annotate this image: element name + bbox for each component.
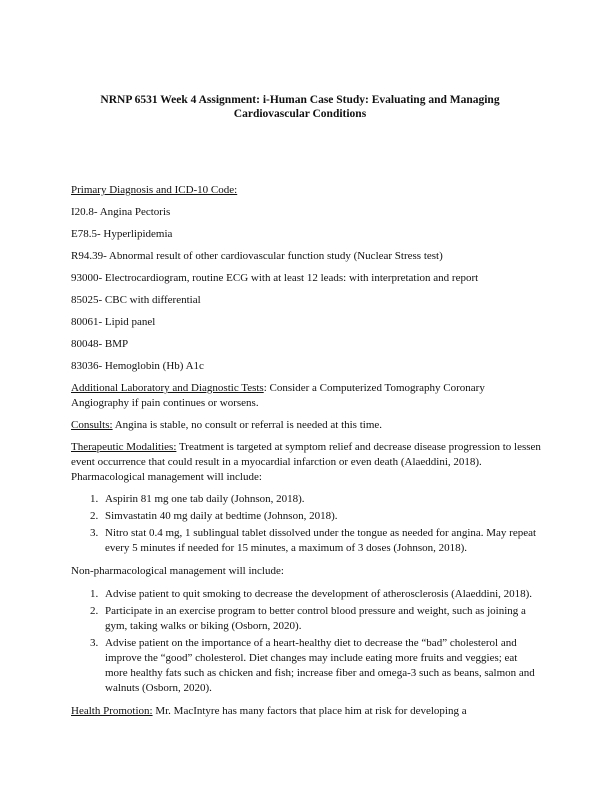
diagnosis-code: 80061- Lipid panel: [71, 316, 156, 328]
therapeutic-heading: Therapeutic Modalities:: [71, 441, 177, 453]
list-item: 3. Advise patient on the importance of a heart-healthy diet to decrease the “bad” cholesterol and improve the “good” cholesterol. Diet changes may include eating more fruits and veggies; eat more healthy fats such as chicken and fish; increase fiber and omega-3 such as beans, salmon and walnuts (Osborn, 2020).: [101, 636, 541, 696]
diagnosis-code: 93000- Electrocardiogram, routine ECG with at least 12 leads: with interpretation and report: [71, 272, 479, 284]
document-title: [60, 93, 540, 121]
consults-text: Angina is stable, no consult or referral is needed at this time.: [112, 419, 383, 431]
diagnosis-heading: Primary Diagnosis and ICD-10 Code:: [71, 184, 238, 196]
additional-tests-text: : Consider a Computerized Tomography Coronary Angiography if pain continues or worsens.: [71, 382, 485, 409]
non-pharm-intro: Non-pharmacological management will include:: [71, 565, 284, 577]
non-pharmacological-list: [71, 587, 541, 696]
diagnosis-code: 80048- BMP: [71, 338, 129, 350]
list-item: 3. Nitro stat 0.4 mg, 1 sublingual tablet dissolved under the tongue as needed for angina. May repeat every 5 minutes if needed for 15 minutes, a maximum of 3 doses (Johnson, 2018).: [101, 526, 541, 556]
diagnosis-code: 85025- CBC with differential: [71, 294, 201, 306]
consults-paragraph: [71, 418, 541, 433]
diagnosis-code: R94.39- Abnormal result of other cardiovascular function study (Nuclear Stress test): [71, 250, 443, 262]
diagnosis-code: E78.5- Hyperlipidemia: [71, 228, 173, 240]
title-line-2: Cardiovascular Conditions: [233, 108, 367, 120]
diagnosis-code: I20.8- Angina Pectoris: [71, 206, 171, 218]
therapeutic-paragraph: [71, 440, 541, 485]
therapeutic-text: Treatment is targeted at symptom relief and decrease disease progression to lessen event occurrence that could result in a myocardial infarction or even death (Alaeddini, 2018). Pharmacological management will include:: [71, 441, 541, 483]
list-item: 2. Simvastatin 40 mg daily at bedtime (Johnson, 2018).: [101, 509, 541, 524]
pharmacological-list: [71, 492, 541, 556]
list-item: 1. Advise patient to quit smoking to decrease the development of atherosclerosis (Alaeddini, 2018).: [101, 587, 541, 602]
document-body: [71, 183, 541, 726]
additional-tests-paragraph: [71, 381, 541, 411]
title-line-1: NRNP 6531 Week 4 Assignment: i-Human Case Study: Evaluating and Managing: [100, 94, 500, 106]
health-promotion-heading: Health Promotion:: [71, 705, 153, 717]
list-item: 1. Aspirin 81 mg one tab daily (Johnson, 2018).: [101, 492, 541, 507]
list-item: 2. Participate in an exercise program to better control blood pressure and weight, such as joining a gym, taking walks or biking (Osborn, 2020).: [101, 604, 541, 634]
health-promotion-paragraph: [71, 704, 541, 719]
additional-tests-heading: Additional Laboratory and Diagnostic Tests: [71, 382, 264, 394]
diagnosis-code: 83036- Hemoglobin (Hb) A1c: [71, 360, 204, 372]
health-promotion-text: Mr. MacIntyre has many factors that place him at risk for developing a: [152, 705, 467, 717]
consults-heading: Consults:: [71, 419, 113, 431]
